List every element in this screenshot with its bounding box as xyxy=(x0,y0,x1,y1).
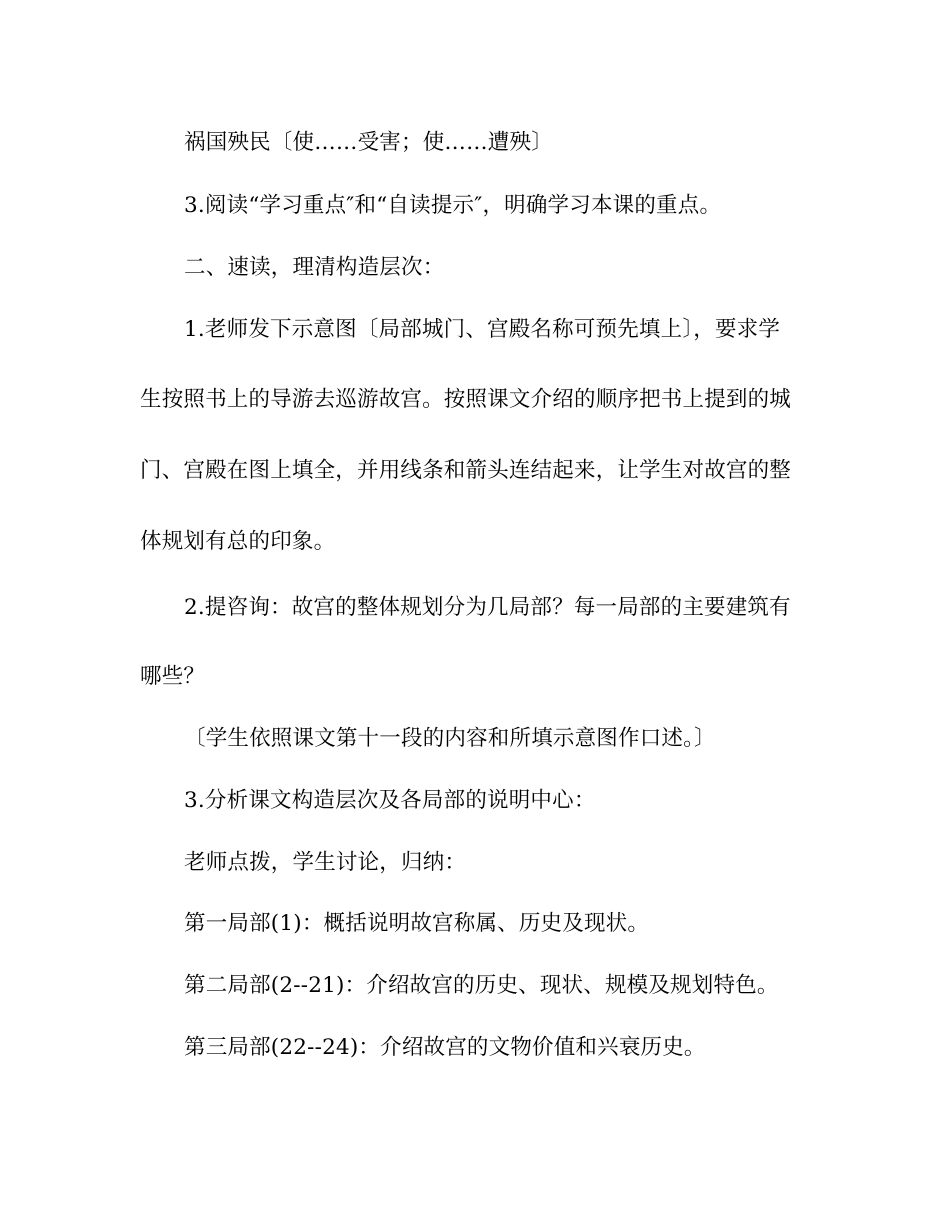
text-line: 体规划有总的印象。 xyxy=(140,529,336,554)
text-line: 3.阅读“学习重点″和“自读提示″，明确学习本课的重点。 xyxy=(184,193,722,218)
text-line: 老师点拨，学生讨论，归纳： xyxy=(184,850,467,875)
text-line: 1.老师发下示意图〔局部城门、宫殿名称可预先填上〕，要求学 xyxy=(184,317,781,342)
text-line: 门、宫殿在图上填全，并用线条和箭头连结起来，让学生对故宫的整 xyxy=(140,458,792,483)
text-line: 第三局部(22--24)：介绍故宫的文物价值和兴衰历史。 xyxy=(184,1035,706,1060)
text-line: 祸国殃民〔使……受害；使……遭殃〕 xyxy=(184,130,553,155)
text-line: 〔学生依照课文第十一段的内容和所填示意图作口述。〕 xyxy=(184,726,716,751)
text-line: 哪些？ xyxy=(140,664,206,689)
text-line: 第二局部(2--21)：介绍故宫的历史、现状、规模及规划特色。 xyxy=(184,973,779,998)
text-line: 第一局部(1)：概括说明故宫称属、历史及现状。 xyxy=(184,911,650,936)
text-line: 3.分析课文构造层次及各局部的说明中心： xyxy=(184,788,596,813)
text-line: 2.提咨询：故宫的整体规划分为几局部？每一局部的主要建筑有 xyxy=(184,595,791,620)
section-heading: 二、速读，理清构造层次： xyxy=(184,255,445,280)
text-line: 生按照书上的导游去巡游故宫。按照课文介绍的顺序把书上提到的城 xyxy=(140,387,792,412)
